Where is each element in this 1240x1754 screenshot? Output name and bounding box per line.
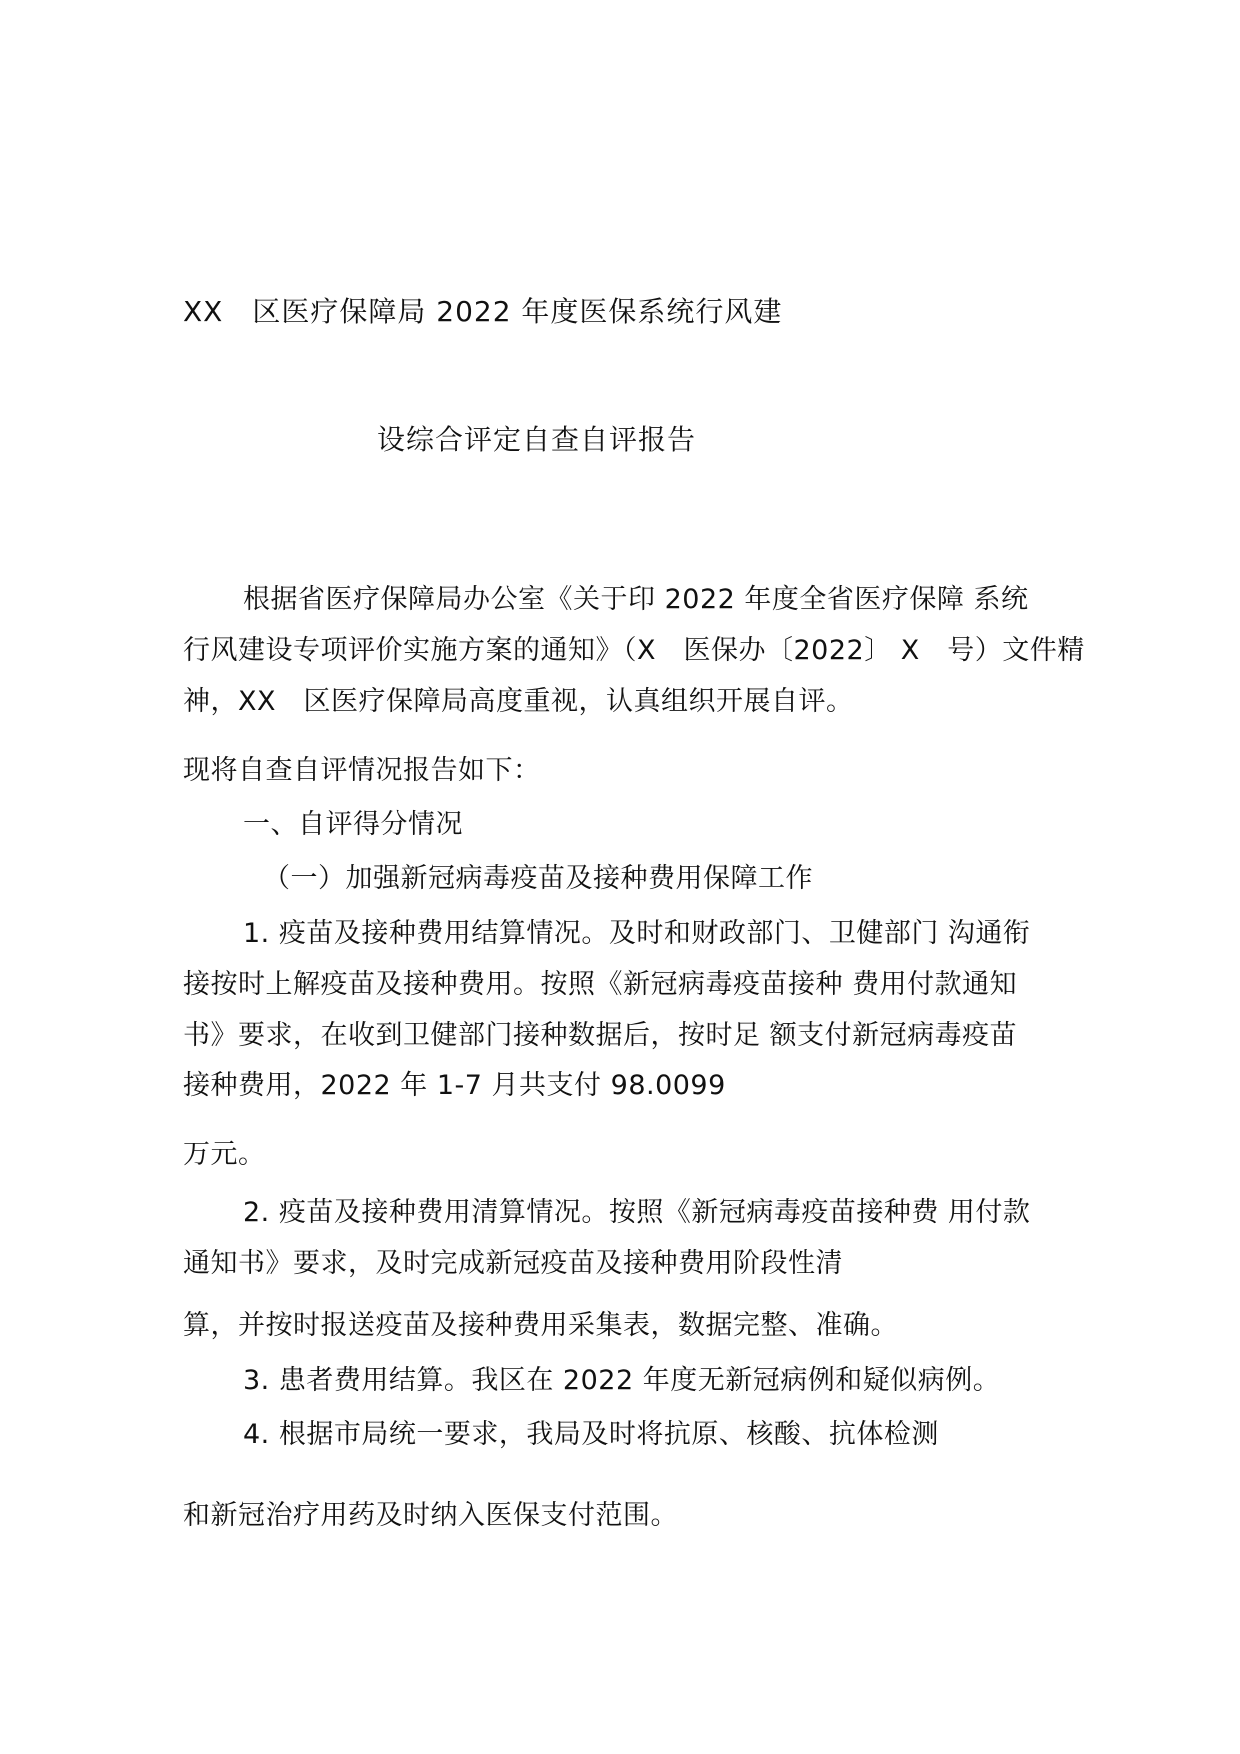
paragraph-line: 4. 根据市局统一要求，我局及时将抗原、核酸、抗体检测	[243, 1419, 939, 1450]
paragraph-line: 现将自查自评情况报告如下：	[183, 755, 541, 786]
paragraph-line: 接按时上解疫苗及接种费用。按照《新冠病毒疫苗接种 费用付款通知	[183, 969, 1018, 1000]
paragraph-line: 书》要求，在收到卫健部门接种数据后，按时足 额支付新冠病毒疫苗	[183, 1020, 1018, 1051]
section-heading: 一、自评得分情况	[243, 809, 463, 840]
document-title-line-1: XX 区医疗保障局 2022 年度医保系统行风建	[183, 295, 783, 328]
paragraph-line: 3. 患者费用结算。我区在 2022 年度无新冠病例和疑似病例。	[243, 1365, 1001, 1396]
subsection-heading: （一）加强新冠病毒疫苗及接种费用保障工作	[263, 863, 813, 894]
paragraph-line: 1. 疫苗及接种费用结算情况。及时和财政部门、卫健部门 沟通衔	[243, 918, 1031, 949]
document-title-line-2: 设综合评定自查自评报告	[377, 423, 697, 456]
paragraph-line: 万元。	[183, 1139, 266, 1170]
paragraph-line: 通知书》要求，及时完成新冠疫苗及接种费用阶段性清	[183, 1248, 843, 1279]
paragraph-line: 神，XX 区医疗保障局高度重视，认真组织开展自评。	[183, 686, 854, 717]
paragraph-line: 行风建设专项评价实施方案的通知》（X 医保办〔2022〕 X 号）文件精	[183, 635, 1085, 666]
paragraph-line: 根据省医疗保障局办公室《关于印 2022 年度全省医疗保障 系统	[243, 584, 1029, 615]
paragraph-line: 接种费用，2022 年 1-7 月共支付 98.0099	[183, 1070, 726, 1101]
paragraph-line: 和新冠治疗用药及时纳入医保支付范围。	[183, 1500, 678, 1531]
paragraph-line: 算，并按时报送疫苗及接种费用采集表，数据完整、准确。	[183, 1310, 898, 1341]
paragraph-line: 2. 疫苗及接种费用清算情况。按照《新冠病毒疫苗接种费 用付款	[243, 1197, 1031, 1228]
